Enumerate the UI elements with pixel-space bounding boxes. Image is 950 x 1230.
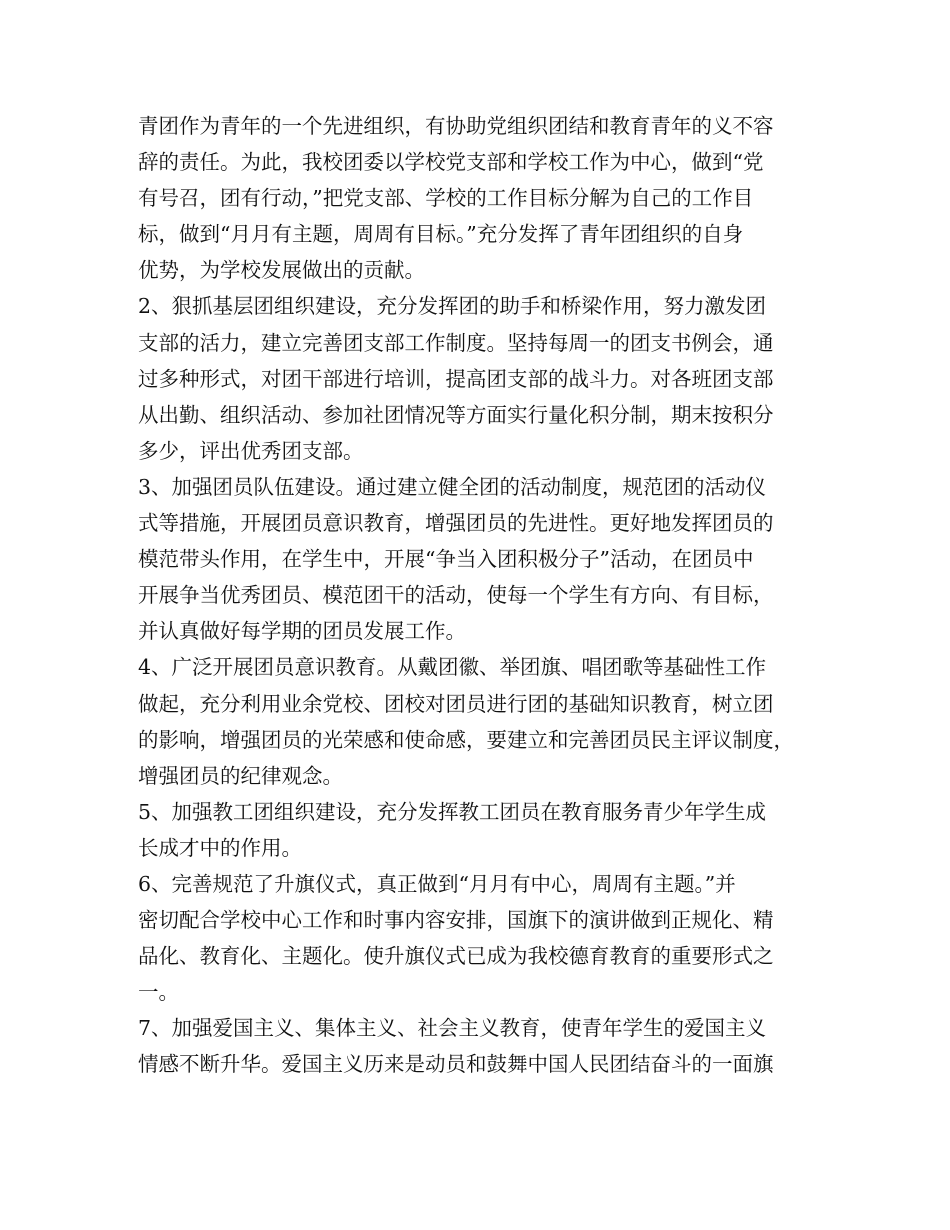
text-line: 有号召，团有行动，”把党支部、学校的工作目标分解为自己的工作目 [138,186,754,211]
text-line: 长成才中的作用。 [138,835,302,860]
text-line: 6、完善规范了升旗仪式，真正做到“月月有中心，周周有主题。”并 [138,871,736,896]
text-line: 并认真做好每学期的团员发展工作。 [138,619,466,644]
text-line: 3、加强团员队伍建设。通过建立健全团的活动制度，规范团的活动仪 [138,474,767,499]
text-line: 从出勤、组织活动、参加社团情况等方面实行量化积分制，期末按积分 [138,402,774,427]
text-line: 优势，为学校发展做出的贡献。 [138,258,425,283]
text-line: 青团作为青年的一个先进组织，有协助党组织团结和教育青年的义不容 [138,114,774,138]
text-line: 品化、教育化、主题化。使升旗仪式已成为我校德育教育的重要形式之 [138,944,774,969]
text-line: 的影响，增强团员的光荣感和使命感，要建立和完善团员民主评议制度， [138,727,794,752]
text-line: 开展争当优秀团员、模范团干的活动，使每一个学生有方向、有目标， [138,583,774,608]
text-line: 密切配合学校中心工作和时事内容安排，国旗下的演讲做到正规化、精 [138,908,774,933]
text-line: 支部的活力，建立完善团支部工作制度。坚持每周一的团支书例会，通 [138,330,774,355]
text-line: 2、狠抓基层团组织建设，充分发挥团的助手和桥梁作用，努力激发团 [138,294,767,319]
text-line: 过多种形式，对团干部进行培训，提高团支部的战斗力。对各班团支部 [138,366,774,391]
text-line: 做起，充分利用业余党校、团校对团员进行团的基础知识教育，树立团 [138,691,774,716]
text-line: 式等措施，开展团员意识教育，增强团员的先进性。更好地发挥团员的 [138,511,774,536]
text-line: 多少，评出优秀团支部。 [138,438,364,463]
text-line: 5、加强教工团组织建设，充分发挥教工团员在教育服务青少年学生成 [138,799,767,824]
text-line: 情感不断升华。爱国主义历来是动员和鼓舞中国人民团结奋斗的一面旗 [138,1052,774,1077]
text-line: 一。 [138,980,179,1005]
text-line: 标，做到“月月有主题，周周有目标。”充分发挥了青年团组织的自身 [138,222,744,247]
text-line: 模范带头作用，在学生中，开展“争当入团积极分子”活动，在团员中 [138,547,754,572]
text-line: 辞的责任。为此，我校团委以学校党支部和学校工作为中心，做到“党 [138,150,764,175]
text-line: 增强团员的纪律观念。 [138,763,343,788]
text-line: 7、加强爱国主义、集体主义、社会主义教育，使青年学生的爱国主义 [138,1016,767,1041]
document-page [138,108,818,1083]
text-line: 4、广泛开展团员意识教育。从戴团徽、举团旗、唱团歌等基础性工作 [138,655,767,680]
